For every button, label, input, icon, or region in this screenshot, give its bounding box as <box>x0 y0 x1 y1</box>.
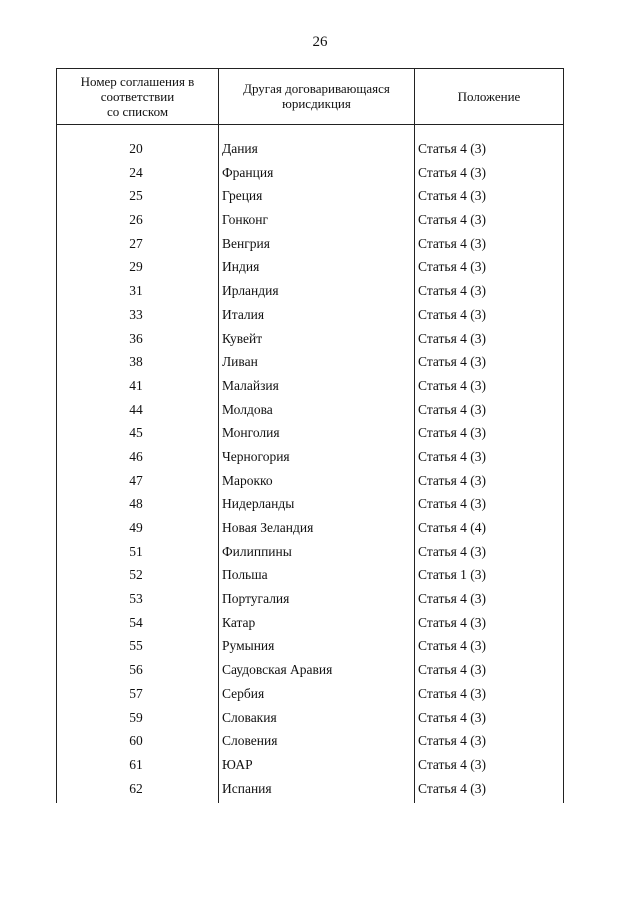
jurisdiction-cell: Молдова <box>222 401 273 417</box>
table-row <box>56 612 564 636</box>
provision-cell: Статья 4 (4) <box>418 520 487 535</box>
table-row <box>56 564 564 588</box>
jurisdiction-cell: Кувейт <box>222 330 263 346</box>
table-row <box>56 778 564 802</box>
agreement-number-cell: 36 <box>129 330 143 346</box>
provision-cell: Статья 4 (3) <box>418 472 487 488</box>
table-row <box>56 659 564 683</box>
agreement-number-cell: 48 <box>129 496 143 512</box>
provision-cell: Статья 4 (3) <box>418 425 487 441</box>
agreement-number-cell: 62 <box>129 780 143 796</box>
table-row <box>56 375 564 399</box>
agreement-number-cell: 45 <box>129 425 143 441</box>
jurisdiction-cell: Ливан <box>222 354 258 370</box>
agreement-number-cell: 20 <box>129 141 143 156</box>
jurisdiction-cell: Дания <box>222 141 258 156</box>
provision-cell: Статья 4 (3) <box>418 306 487 322</box>
provision-cell: Статья 4 (3) <box>418 235 487 251</box>
agreement-number-cell: 61 <box>129 756 143 772</box>
agreement-number-cell: 55 <box>129 638 143 654</box>
jurisdiction-cell: Греция <box>222 188 263 204</box>
agreement-number-cell: 38 <box>129 354 143 370</box>
provision-cell: Статья 4 (3) <box>418 141 487 156</box>
jurisdiction-cell: Индия <box>222 259 260 275</box>
provision-cell: Статья 4 (3) <box>418 188 487 204</box>
provision-cell: Статья 4 (3) <box>418 330 487 346</box>
jurisdiction-cell: Малайзия <box>222 377 279 393</box>
table-row <box>56 754 564 778</box>
page-number: 26 <box>312 34 328 50</box>
provision-cell: Статья 4 (3) <box>418 448 487 464</box>
provision-cell: Статья 4 (3) <box>418 164 487 180</box>
agreement-number-cell: 29 <box>129 259 143 275</box>
table-row <box>56 256 564 280</box>
table-row <box>56 233 564 257</box>
provision-cell: Статья 4 (3) <box>418 259 487 275</box>
table-row <box>56 209 564 233</box>
header-agreement-number: Номер соглашения в соответствии со списком <box>80 73 195 119</box>
provision-cell: Статья 4 (3) <box>418 733 487 749</box>
header-provision: Положение <box>457 88 521 104</box>
header-other-jurisdiction: Другая договаривающаяся юрисдикция <box>243 81 390 111</box>
agreement-number-cell: 52 <box>129 567 143 583</box>
table-row <box>56 280 564 304</box>
table-row <box>56 541 564 565</box>
provision-cell: Статья 4 (3) <box>418 780 487 796</box>
table-row <box>56 707 564 731</box>
jurisdiction-cell: Саудовская Аравия <box>222 662 333 678</box>
jurisdiction-cell: Испания <box>222 780 272 796</box>
table-row <box>56 730 564 754</box>
table-body <box>56 138 564 801</box>
provision-cell: Статья 4 (3) <box>418 354 487 370</box>
jurisdiction-cell: Марокко <box>222 472 273 488</box>
jurisdiction-cell: Италия <box>222 306 265 322</box>
agreement-number-cell: 27 <box>129 235 143 251</box>
agreement-number-cell: 59 <box>129 709 143 725</box>
table-row <box>56 422 564 446</box>
agreement-number-cell: 25 <box>129 188 143 204</box>
jurisdiction-cell: Новая Зеландия <box>222 520 314 535</box>
table-row <box>56 683 564 707</box>
jurisdiction-cell: Монголия <box>222 425 280 441</box>
agreement-number-cell: 41 <box>129 377 143 393</box>
jurisdiction-cell: Венгрия <box>222 235 270 251</box>
agreement-number-cell: 26 <box>129 212 143 228</box>
table-row <box>56 304 564 328</box>
provision-cell: Статья 4 (3) <box>418 756 487 772</box>
agreement-number-cell: 31 <box>129 283 143 299</box>
table-row <box>56 517 564 541</box>
jurisdiction-cell: Сербия <box>222 685 265 701</box>
provision-cell: Статья 4 (3) <box>418 401 487 417</box>
provision-cell: Статья 1 (3) <box>418 567 487 583</box>
jurisdiction-cell: Ирландия <box>222 283 279 299</box>
jurisdiction-cell: Филиппины <box>222 543 292 559</box>
agreement-number-cell: 53 <box>129 591 143 607</box>
agreement-number-cell: 44 <box>129 401 143 417</box>
provision-cell: Статья 4 (3) <box>418 496 487 512</box>
agreement-number-cell: 49 <box>129 520 143 535</box>
jurisdiction-cell: Польша <box>222 567 268 583</box>
table-row <box>56 446 564 470</box>
header-bottom-border <box>56 124 564 125</box>
jurisdiction-cell: Португалия <box>222 591 290 607</box>
agreement-number-cell: 60 <box>129 733 143 749</box>
table-row <box>56 351 564 375</box>
jurisdiction-cell: Франция <box>222 164 274 180</box>
agreement-number-cell: 54 <box>129 614 143 630</box>
provision-cell: Статья 4 (3) <box>418 685 487 701</box>
jurisdiction-cell: Словакия <box>222 709 277 725</box>
table-row <box>56 493 564 517</box>
provision-cell: Статья 4 (3) <box>418 591 487 607</box>
provision-cell: Статья 4 (3) <box>418 638 487 654</box>
agreement-number-cell: 56 <box>129 662 143 678</box>
provision-cell: Статья 4 (3) <box>418 212 487 228</box>
jurisdiction-cell: ЮАР <box>222 756 253 772</box>
table-row <box>56 470 564 494</box>
jurisdiction-cell: Словения <box>222 733 278 749</box>
table-row <box>56 588 564 612</box>
table-row <box>56 328 564 352</box>
agreement-number-cell: 47 <box>129 472 143 488</box>
provision-cell: Статья 4 (3) <box>418 283 487 299</box>
jurisdiction-cell: Румыния <box>222 638 275 654</box>
table-row <box>56 162 564 186</box>
jurisdiction-cell: Черногория <box>222 448 290 464</box>
jurisdiction-cell: Гонконг <box>222 212 268 228</box>
provision-cell: Статья 4 (3) <box>418 377 487 393</box>
provision-cell: Статья 4 (3) <box>418 709 487 725</box>
agreement-number-cell: 46 <box>129 448 143 464</box>
jurisdiction-cell: Нидерланды <box>222 496 295 512</box>
agreement-number-cell: 33 <box>129 306 143 322</box>
provision-cell: Статья 4 (3) <box>418 662 487 678</box>
provision-cell: Статья 4 (3) <box>418 614 487 630</box>
jurisdiction-cell: Катар <box>222 614 256 630</box>
agreement-number-cell: 57 <box>129 685 143 701</box>
agreement-number-cell: 24 <box>129 164 143 180</box>
agreement-number-cell: 51 <box>129 543 143 559</box>
table-row <box>56 185 564 209</box>
table-row <box>56 635 564 659</box>
table-row <box>56 138 564 162</box>
treaty-table <box>56 68 564 803</box>
provision-cell: Статья 4 (3) <box>418 543 487 559</box>
table-row <box>56 399 564 423</box>
